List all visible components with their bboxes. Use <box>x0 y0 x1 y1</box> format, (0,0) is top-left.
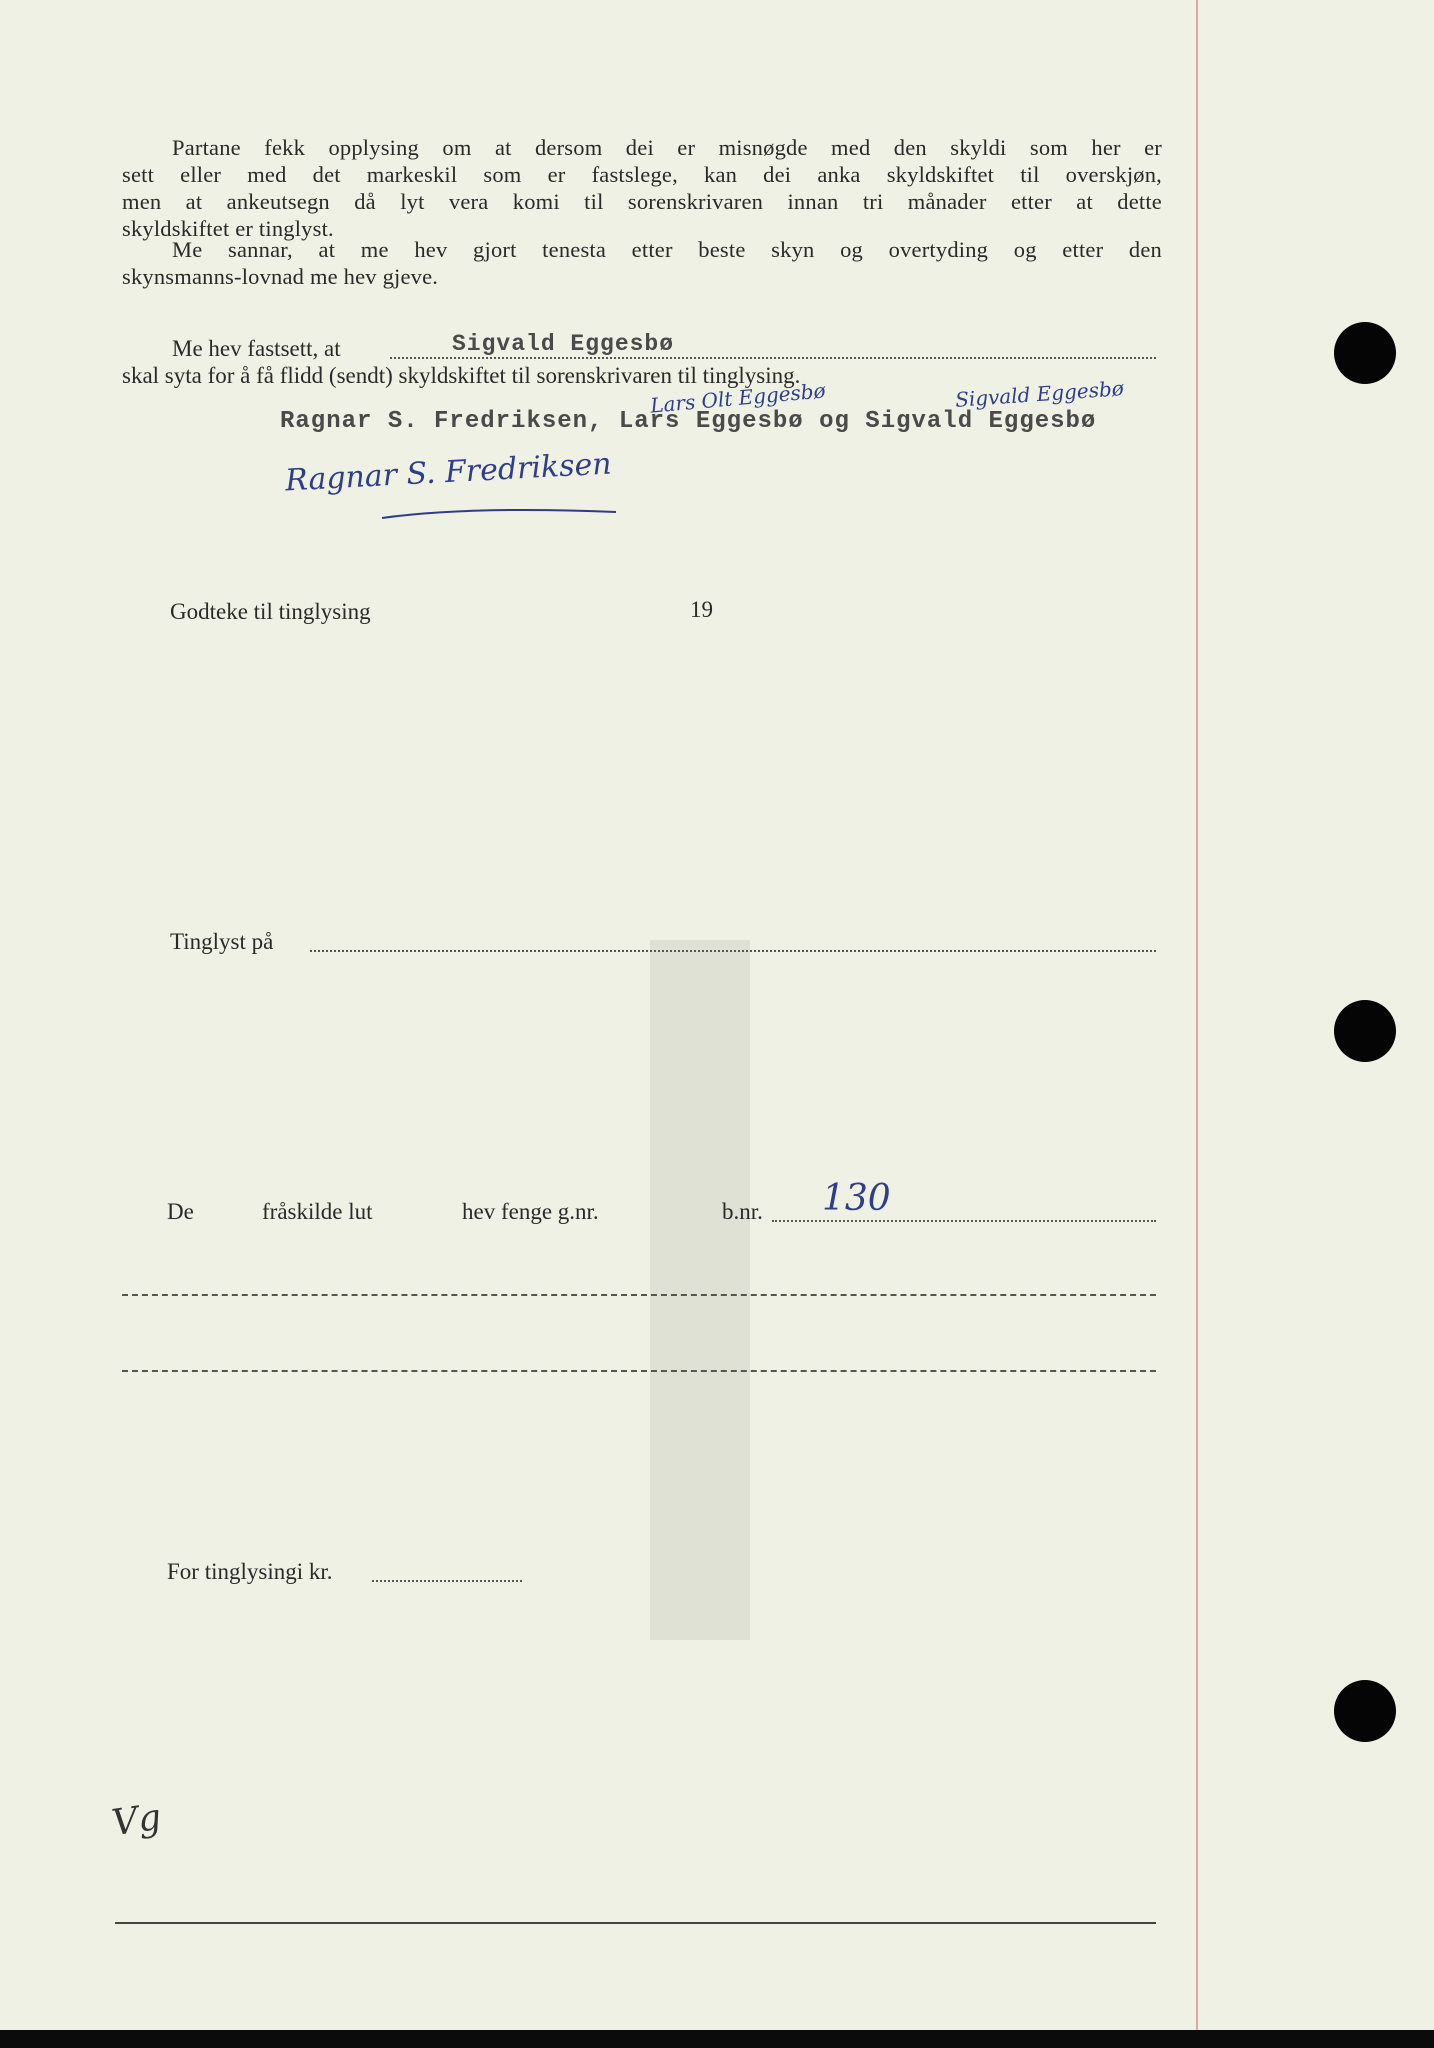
handwritten-signature-sigvald: Sigvald Eggesbø <box>954 376 1125 412</box>
dotted-fill-line <box>372 1580 522 1582</box>
blank-line <box>122 1370 1156 1372</box>
body-text-line: skynsmanns-lovnad me hev gjeve. <box>122 264 439 289</box>
gnr-label: hev fenge g.nr. <box>462 1199 599 1224</box>
fraskilde-lut-label: fråskilde lut <box>262 1199 373 1224</box>
bnr-label: b.nr. <box>722 1199 763 1224</box>
punch-hole <box>1334 1680 1396 1742</box>
punch-hole <box>1334 322 1396 384</box>
bottom-rule <box>115 1922 1156 1924</box>
body-text-line: Me sannar, at me hev gjort tenesta etter beste skyn og overtyding og etter den <box>172 237 1162 262</box>
year-prefix: 19 <box>690 597 713 622</box>
punch-hole <box>1334 1000 1396 1062</box>
dotted-fill-line <box>772 1220 1156 1222</box>
handwritten-bnr-value: 130 <box>822 1178 891 1219</box>
tinglyst-label: Tinglyst på <box>170 929 274 954</box>
de-label: De <box>167 1199 194 1224</box>
handwritten-signature-ragnar: Ragnar S. Fredriksen <box>284 446 613 499</box>
fastsett-text: skal syta for å få flidd (sendt) skyldskiftet til sorenskrivaren til tinglysing. <box>122 363 801 388</box>
fee-label: For tinglysingi kr. <box>167 1559 333 1584</box>
margin-rule <box>1196 0 1198 2030</box>
typed-signatories: Ragnar S. Fredriksen, Lars Eggesbø og Sigvald Eggesbø <box>280 408 1097 435</box>
typed-appointee-name: Sigvald Eggesbø <box>452 331 675 357</box>
signature-flourish <box>380 498 620 528</box>
blank-line <box>122 1294 1156 1296</box>
handwritten-initials: Vg <box>109 1796 164 1845</box>
bleed-through-stamp <box>640 940 760 1640</box>
body-text-line: Partane fekk opplysing om at dersom dei er misnøgde med den skyldi som her er <box>172 135 1162 160</box>
body-text-line: men at ankeutsegn då lyt vera komi til sorenskrivaren innan tri månader etter at dette <box>122 189 1162 214</box>
handwritten-signature-lars: Lars Olt Eggesbø <box>649 378 827 418</box>
fastsett-label: Me hev fastsett, at <box>172 336 341 361</box>
dotted-fill-line <box>310 950 1156 952</box>
godteke-label: Godteke til tinglysing <box>170 599 371 624</box>
body-text-line: skyldskiftet er tinglyst. <box>122 216 334 241</box>
body-text-line: sett eller med det markeskil som er fastslege, kan dei anka skyldskiftet til overskjøn, <box>122 162 1162 187</box>
